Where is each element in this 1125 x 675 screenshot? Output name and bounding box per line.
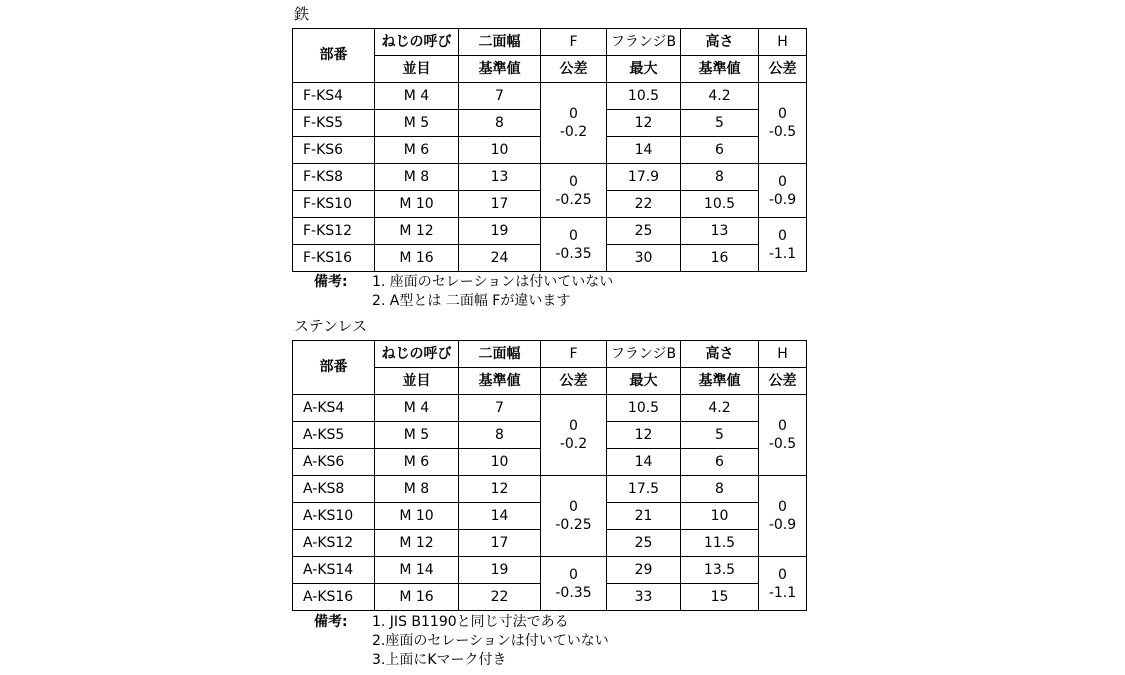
tol-lower: -0.35: [555, 245, 592, 262]
part-number-cell: F-KS10: [293, 191, 375, 218]
note-line: 2. A型とは 二面幅 Fが違います: [372, 293, 571, 309]
thread-cell: M 4: [375, 395, 459, 422]
tol-upper: 0: [569, 106, 578, 122]
width-std-cell: 8: [459, 422, 541, 449]
header-thread: ねじの呼び: [375, 29, 459, 56]
height-std-cell: 10: [681, 503, 759, 530]
tol-lower: -0.2: [559, 124, 588, 140]
table-row: [293, 557, 807, 584]
tol-lower: -0.9: [768, 517, 797, 533]
width-std-cell: 19: [459, 557, 541, 584]
part-number-cell: F-KS4: [293, 83, 375, 110]
flange-cell: 25: [607, 218, 681, 245]
width-tol-cell: [541, 83, 607, 164]
height-std-cell: 6: [681, 449, 759, 476]
header-part-no: 部番: [293, 341, 375, 395]
thread-cell: M 6: [375, 137, 459, 164]
thread-cell: M 14: [375, 557, 459, 584]
header-width-tol: 公差: [541, 56, 607, 83]
note-line: 1. 座面のセレーションは付いていない: [372, 274, 614, 290]
height-std-cell: 5: [681, 110, 759, 137]
tol-lower: -1.1: [768, 584, 797, 601]
height-tol-cell: [759, 395, 807, 476]
part-number-cell: F-KS12: [293, 218, 375, 245]
width-std-cell: 10: [459, 449, 541, 476]
width-tol-cell: [541, 395, 607, 476]
header-width-std: 基準値: [459, 368, 541, 395]
height-std-cell: 8: [681, 164, 759, 191]
part-number-cell: A-KS8: [293, 476, 375, 503]
flange-cell: 17.5: [607, 476, 681, 503]
width-std-cell: 13: [459, 164, 541, 191]
height-std-cell: 15: [681, 584, 759, 611]
thread-cell: M 10: [375, 503, 459, 530]
flange-cell: 14: [607, 137, 681, 164]
header-h-letter: H: [759, 29, 807, 56]
width-std-cell: 12: [459, 476, 541, 503]
flange-cell: 21: [607, 503, 681, 530]
tol-lower: -0.25: [555, 517, 592, 533]
height-std-cell: 6: [681, 137, 759, 164]
width-tol-cell: [541, 476, 607, 557]
header-width: 二面幅: [459, 341, 541, 368]
height-std-cell: 13.5: [681, 557, 759, 584]
tol-upper: 0: [569, 418, 578, 434]
thread-cell: M 8: [375, 164, 459, 191]
tol-upper: 0: [569, 173, 578, 190]
tol-upper: 0: [778, 173, 787, 190]
tol-lower: -0.2: [559, 436, 588, 452]
note-line: 2.座面のセレーションは付いていない: [372, 633, 609, 649]
height-std-cell: 8: [681, 476, 759, 503]
header-height-tol: 公差: [759, 56, 807, 83]
tol-upper: 0: [778, 418, 787, 434]
width-std-cell: 8: [459, 110, 541, 137]
table-row: [293, 164, 807, 191]
table-row: [293, 83, 807, 110]
iron-spec-table: [292, 28, 807, 272]
tol-upper: 0: [569, 566, 578, 583]
height-std-cell: 5: [681, 422, 759, 449]
header-thread-sub: 並目: [375, 56, 459, 83]
height-std-cell: 10.5: [681, 191, 759, 218]
flange-cell: 10.5: [607, 83, 681, 110]
header-height-tol: 公差: [759, 368, 807, 395]
tol-upper: 0: [778, 106, 787, 122]
height-std-cell: 11.5: [681, 530, 759, 557]
thread-cell: M 4: [375, 83, 459, 110]
tol-lower: -1.1: [768, 245, 797, 262]
table-row: [293, 476, 807, 503]
header-width-tol: 公差: [541, 368, 607, 395]
part-number-cell: A-KS12: [293, 530, 375, 557]
header-part-no: 部番: [293, 29, 375, 83]
height-std-cell: 16: [681, 245, 759, 272]
flange-cell: 22: [607, 191, 681, 218]
thread-cell: M 8: [375, 476, 459, 503]
width-std-cell: 7: [459, 83, 541, 110]
flange-cell: 14: [607, 449, 681, 476]
table-row: [293, 218, 807, 245]
width-std-cell: 24: [459, 245, 541, 272]
stainless-section-title: ステンレス: [294, 317, 368, 335]
thread-cell: M 6: [375, 449, 459, 476]
part-number-cell: A-KS10: [293, 503, 375, 530]
tol-upper: 0: [778, 227, 787, 244]
height-tol-cell: [759, 218, 807, 272]
flange-cell: 17.9: [607, 164, 681, 191]
flange-cell: 25: [607, 530, 681, 557]
part-number-cell: A-KS6: [293, 449, 375, 476]
flange-cell: 33: [607, 584, 681, 611]
thread-cell: M 5: [375, 110, 459, 137]
part-number-cell: F-KS6: [293, 137, 375, 164]
flange-cell: 10.5: [607, 395, 681, 422]
tol-upper: 0: [569, 499, 578, 515]
tol-lower: -0.5: [768, 124, 797, 140]
height-tol-cell: [759, 83, 807, 164]
height-tol-cell: [759, 557, 807, 611]
width-std-cell: 10: [459, 137, 541, 164]
height-std-cell: 4.2: [681, 395, 759, 422]
width-std-cell: 19: [459, 218, 541, 245]
height-std-cell: 4.2: [681, 83, 759, 110]
width-std-cell: 7: [459, 395, 541, 422]
flange-cell: 12: [607, 422, 681, 449]
part-number-cell: A-KS14: [293, 557, 375, 584]
height-tol-cell: [759, 476, 807, 557]
flange-cell: 30: [607, 245, 681, 272]
flange-cell: 29: [607, 557, 681, 584]
thread-cell: M 12: [375, 530, 459, 557]
width-tol-cell: [541, 557, 607, 611]
note-line: 1. JIS B1190と同じ寸法である: [372, 614, 569, 630]
header-thread-sub: 並目: [375, 368, 459, 395]
iron-section-title: 鉄: [294, 5, 310, 23]
header-height-std: 基準値: [681, 56, 759, 83]
tol-lower: -0.35: [555, 584, 592, 601]
tol-upper: 0: [778, 499, 787, 515]
width-tol-cell: [541, 164, 607, 218]
header-height: 高さ: [681, 341, 759, 368]
tol-upper: 0: [778, 566, 787, 583]
part-number-cell: F-KS5: [293, 110, 375, 137]
part-number-cell: F-KS8: [293, 164, 375, 191]
header-f-letter: F: [541, 341, 607, 368]
thread-cell: M 5: [375, 422, 459, 449]
thread-cell: M 16: [375, 584, 459, 611]
tol-lower: -0.25: [555, 191, 592, 208]
header-f-letter: F: [541, 29, 607, 56]
header-width-std: 基準値: [459, 56, 541, 83]
width-tol-cell: [541, 218, 607, 272]
header-height-std: 基準値: [681, 368, 759, 395]
header-h-letter: H: [759, 341, 807, 368]
part-number-cell: F-KS16: [293, 245, 375, 272]
height-tol-cell: [759, 164, 807, 218]
stainless-spec-table: [292, 340, 807, 611]
header-flange-sub: 最大: [607, 368, 681, 395]
thread-cell: M 12: [375, 218, 459, 245]
note-line: 3.上面にKマーク付き: [372, 652, 507, 668]
tol-lower: -0.9: [768, 191, 797, 208]
header-thread: ねじの呼び: [375, 341, 459, 368]
thread-cell: M 10: [375, 191, 459, 218]
header-flange: フランジB: [607, 341, 681, 368]
notes-label: 備考:: [314, 614, 348, 630]
width-std-cell: 22: [459, 584, 541, 611]
part-number-cell: A-KS16: [293, 584, 375, 611]
notes-label: 備考:: [314, 274, 348, 290]
header-flange-sub: 最大: [607, 56, 681, 83]
thread-cell: M 16: [375, 245, 459, 272]
flange-cell: 12: [607, 110, 681, 137]
width-std-cell: 17: [459, 191, 541, 218]
width-std-cell: 14: [459, 503, 541, 530]
part-number-cell: A-KS4: [293, 395, 375, 422]
width-std-cell: 17: [459, 530, 541, 557]
tol-upper: 0: [569, 227, 578, 244]
tol-lower: -0.5: [768, 436, 797, 452]
header-flange: フランジB: [607, 29, 681, 56]
table-row: [293, 395, 807, 422]
part-number-cell: A-KS5: [293, 422, 375, 449]
height-std-cell: 13: [681, 218, 759, 245]
header-height: 高さ: [681, 29, 759, 56]
header-width: 二面幅: [459, 29, 541, 56]
